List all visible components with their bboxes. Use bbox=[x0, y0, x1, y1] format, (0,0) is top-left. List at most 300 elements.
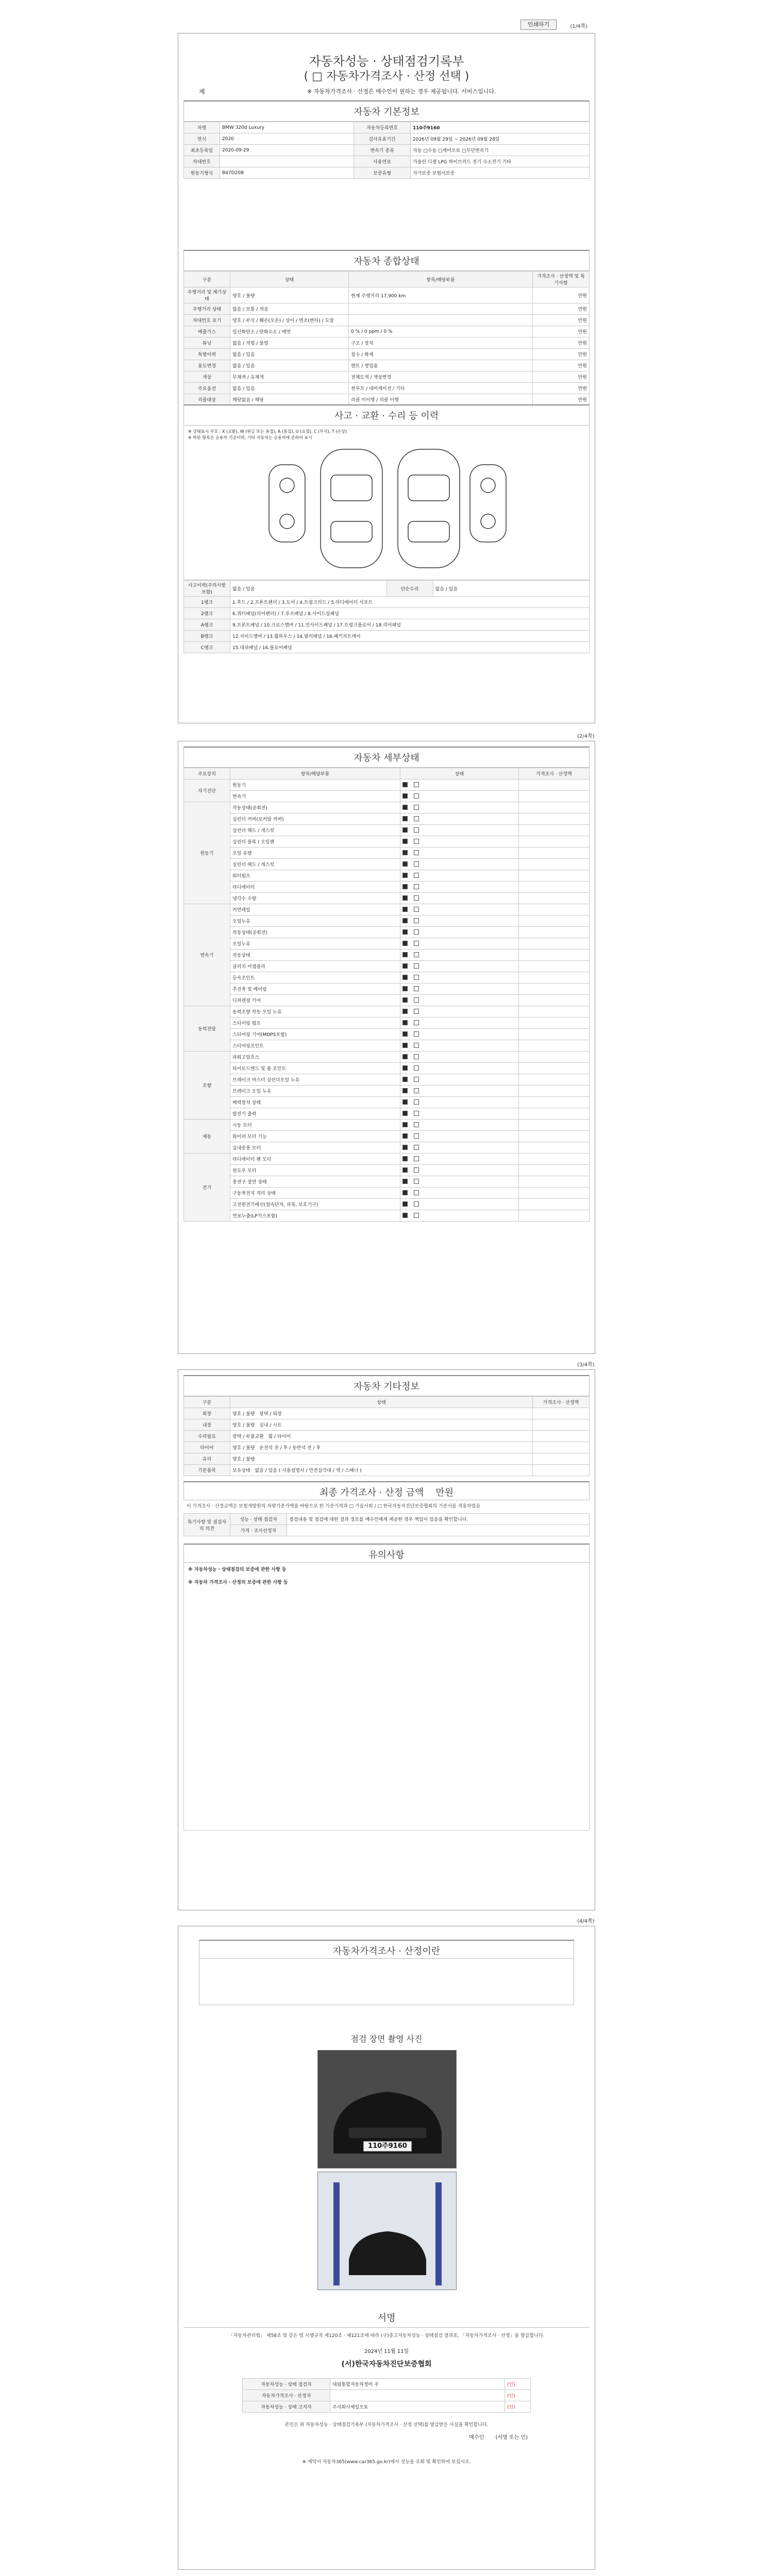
item-label: 실린더 헤드 / 개스킷 bbox=[230, 859, 400, 870]
checkbox-icon bbox=[414, 1099, 419, 1105]
cell-label: 내장 bbox=[184, 1419, 230, 1431]
table-row bbox=[184, 1210, 590, 1222]
accident-subtitle bbox=[184, 423, 589, 425]
cell-value: 양호 / 불량 bbox=[230, 287, 349, 303]
cell-value: 렌트 / 영업용 bbox=[349, 360, 533, 371]
price-cell bbox=[519, 1097, 590, 1108]
status-cell bbox=[400, 961, 519, 972]
print-button[interactable]: 인쇄하기 bbox=[520, 20, 557, 30]
cell-value: 만원 bbox=[533, 394, 590, 405]
price-cell bbox=[519, 1040, 590, 1052]
cell-value: 운전석 전 / 후 / 동반석 전 / 후 bbox=[259, 1446, 321, 1451]
column-header: 구분 bbox=[184, 272, 230, 287]
table-row bbox=[184, 1142, 590, 1154]
price-cell bbox=[519, 814, 590, 825]
checkbox-icon bbox=[414, 1054, 419, 1059]
item-label: 타이로드엔드 및 볼 조인트 bbox=[230, 1063, 400, 1074]
table-row bbox=[184, 167, 590, 179]
checkbox-icon bbox=[414, 1179, 419, 1184]
checkbox-icon bbox=[402, 884, 408, 889]
checkbox-icon bbox=[414, 997, 419, 1003]
doc-number: 제 bbox=[199, 88, 205, 95]
summary-table bbox=[183, 271, 590, 405]
checkbox-icon bbox=[414, 1156, 419, 1161]
cell-label: 자동차성능 · 상태 고지자 bbox=[243, 2401, 330, 2413]
cell-value: 없음 / 있음 bbox=[230, 360, 349, 371]
accident-title: 사고 · 교환 · 수리 등 이력 bbox=[334, 411, 439, 421]
final-note: 이 가격조사 · 산정금액은 보험개발원의 차량기준가액을 바탕으로 한 기준가격과 □ 기술사회 / □ 한국자동차진단보증협회의 기준서를 적용하였음 bbox=[187, 1504, 481, 1509]
summary-section bbox=[183, 250, 590, 405]
table-row bbox=[184, 1086, 590, 1097]
status-cell bbox=[400, 1074, 519, 1086]
checkbox-icon bbox=[414, 805, 419, 810]
price-cell bbox=[519, 1154, 590, 1165]
cell-value: 2026년 09월 29일 ~ 2026년 09월 28일 bbox=[411, 133, 590, 145]
price-cell bbox=[519, 1018, 590, 1029]
notes-title: 유의사항 bbox=[368, 1550, 405, 1561]
legend-text: ※ 상태표시 부호 : X (교환), W (판금 또는 용접), A (흠집), U (요철), C (부식), T (손상) bbox=[188, 429, 347, 434]
table-row bbox=[184, 825, 590, 836]
column-header: 구분 bbox=[184, 1397, 230, 1408]
final-title bbox=[184, 1482, 589, 1500]
status-cell bbox=[400, 1029, 519, 1040]
table-row bbox=[184, 1029, 590, 1040]
accident-section bbox=[183, 404, 590, 653]
basic-info-title: 자동차 기본정보 bbox=[354, 107, 419, 117]
price-cell bbox=[519, 825, 590, 836]
column-header: 상태 bbox=[400, 768, 519, 779]
cell-value: 없음 / 있음 bbox=[230, 581, 387, 597]
table-row bbox=[184, 984, 590, 995]
other-title: 자동차 기타정보 bbox=[354, 1381, 419, 1392]
table-row bbox=[184, 1176, 590, 1188]
table-row bbox=[184, 371, 590, 383]
cell-label: 가격 · 조사산정자 bbox=[230, 1525, 287, 1536]
checkbox-icon bbox=[402, 782, 408, 787]
cell-label: 자동차가격조사 · 산정자 bbox=[243, 2390, 330, 2401]
detail-title: 자동차 세부상태 bbox=[354, 753, 419, 764]
price-cell bbox=[519, 927, 590, 938]
seal-mark: (인) bbox=[505, 2401, 531, 2413]
accident-table bbox=[183, 580, 590, 653]
status-cell bbox=[400, 1097, 519, 1108]
price-cell bbox=[519, 916, 590, 927]
item-label: 작동상태 bbox=[230, 950, 400, 961]
rear-photo bbox=[317, 2172, 457, 2290]
item-label: 라디에이터 bbox=[230, 882, 400, 893]
checkbox-icon bbox=[402, 1054, 408, 1059]
status-cell bbox=[400, 995, 519, 1006]
checkbox-icon bbox=[402, 975, 408, 980]
column-header: 항목/해당부품 bbox=[349, 272, 533, 287]
cell-value: 만원 bbox=[533, 383, 590, 394]
checkbox-icon bbox=[402, 1133, 408, 1139]
checkbox-icon bbox=[402, 918, 408, 923]
checkbox-icon bbox=[402, 1167, 408, 1173]
basic-info-header bbox=[183, 100, 590, 122]
checkbox-icon bbox=[414, 1190, 419, 1195]
price-cell bbox=[519, 836, 590, 848]
checkbox-icon bbox=[402, 1145, 408, 1150]
cell-label: 자동차등록번호 bbox=[354, 122, 411, 133]
cell-value: 무채색 / 유채색 bbox=[230, 371, 349, 383]
cell-label: 리콜대상 bbox=[184, 394, 230, 405]
status-cell bbox=[400, 1142, 519, 1154]
checkbox-icon bbox=[414, 986, 419, 991]
status-cell bbox=[400, 1199, 519, 1210]
cell-label: 유리 bbox=[184, 1453, 230, 1465]
table-row bbox=[184, 145, 590, 156]
detail-header bbox=[183, 747, 590, 768]
checkbox-icon bbox=[402, 1156, 408, 1161]
cell-value: 양호 / 불량 bbox=[232, 1457, 255, 1462]
cell-value: 주식회사제일오토 bbox=[330, 2401, 505, 2413]
cell-label: 차대번호 표기 bbox=[184, 315, 230, 326]
table-row bbox=[184, 326, 590, 337]
column-header: 상태 bbox=[230, 1397, 533, 1408]
item-label: 스티어링조인트 bbox=[230, 1040, 400, 1052]
checkbox-icon bbox=[402, 873, 408, 878]
status-cell bbox=[400, 814, 519, 825]
item-label: 충전구 절연 상태 bbox=[230, 1176, 400, 1188]
cell-value: 대림통합자동차정비 주 bbox=[330, 2379, 505, 2390]
cell-value: 없음 / 있음 bbox=[433, 581, 590, 597]
price-cell bbox=[519, 995, 590, 1006]
cell-value: 없음 / 있음 bbox=[230, 383, 349, 394]
status-cell bbox=[400, 1086, 519, 1097]
status-cell bbox=[400, 972, 519, 984]
cell-value bbox=[220, 156, 354, 167]
table-row bbox=[184, 1525, 590, 1536]
item-label: 브레이크 오일 누유 bbox=[230, 1086, 400, 1097]
notes-header bbox=[183, 1544, 590, 1563]
status-cell bbox=[400, 938, 519, 950]
table-row bbox=[184, 779, 590, 791]
item-label: 등속조인트 bbox=[230, 972, 400, 984]
other-subtitle bbox=[184, 1394, 589, 1396]
cell-label: 검사유효기간 bbox=[354, 133, 411, 145]
checkbox-icon bbox=[402, 1179, 408, 1184]
cell-value: 만원 bbox=[533, 326, 590, 337]
checkbox-icon bbox=[414, 839, 419, 844]
status-cell bbox=[400, 1108, 519, 1120]
cell-value: 침수 / 화재 bbox=[349, 349, 533, 360]
cell-value: 양호 / 불량 bbox=[232, 1412, 255, 1417]
checkbox-icon bbox=[402, 1088, 408, 1093]
checkbox-icon bbox=[414, 975, 419, 980]
summary-subtitle bbox=[184, 268, 589, 270]
table-row bbox=[184, 1165, 590, 1176]
item-label: 실린더 커버(로커암 커버) bbox=[230, 814, 400, 825]
checkbox-icon bbox=[402, 793, 408, 799]
status-cell bbox=[400, 1131, 519, 1142]
pricing-title: 자동차가격조사 · 산정이란 bbox=[332, 1946, 441, 1957]
checkbox-icon bbox=[414, 1111, 419, 1116]
checkbox-icon bbox=[402, 1020, 408, 1025]
cell-value: 전체도색 / 색상변경 bbox=[349, 371, 533, 383]
cell-value: 2020 bbox=[220, 133, 354, 145]
status-cell bbox=[400, 1154, 519, 1165]
sign-company: (서)한국자동차진단보증협회 bbox=[341, 2360, 432, 2368]
cell-value: 15.대쉬패널 / 16.플로어패널 bbox=[230, 642, 590, 653]
cell-label: 주요옵션 bbox=[184, 383, 230, 394]
item-label: 실내송풍 모터 bbox=[230, 1142, 400, 1154]
cell-value: 양호 / 불량 bbox=[232, 1423, 255, 1428]
other-table bbox=[183, 1396, 590, 1476]
cell-value: 자동 □수동 □세미오토 □무단변속기 bbox=[411, 145, 590, 156]
cell-label: B랭크 bbox=[184, 631, 230, 642]
table-row bbox=[184, 287, 590, 303]
legend-text-2: ※ 하단 항목은 승용차 기준이며, 기타 자동차는 승용차에 준하여 표시 bbox=[188, 435, 312, 440]
cell-label: 사용연료 bbox=[354, 156, 411, 167]
page-4 bbox=[178, 1926, 595, 2570]
cell-label: A랭크 bbox=[184, 619, 230, 631]
table-row bbox=[184, 581, 590, 597]
status-cell bbox=[400, 1018, 519, 1029]
page-number: (1/4쪽) bbox=[570, 24, 587, 29]
table-row bbox=[184, 893, 590, 904]
cell-label: 1랭크 bbox=[184, 597, 230, 608]
cell-label: 차대번호 bbox=[184, 156, 220, 167]
table-row bbox=[184, 972, 590, 984]
status-cell bbox=[400, 848, 519, 859]
item-label: 와이퍼 모터 기능 bbox=[230, 1131, 400, 1142]
checkbox-icon bbox=[414, 1213, 419, 1218]
price-cell bbox=[519, 1142, 590, 1154]
price-cell bbox=[519, 1165, 590, 1176]
sign-receiver: 매수인 (서명 또는 인) bbox=[469, 2435, 528, 2441]
item-label: 오일누유 bbox=[230, 916, 400, 927]
checkbox-icon bbox=[402, 963, 408, 969]
cell-value: 12.사이드멤버 / 13.휠하우스 / 14.필러패널 / 16.패키지트레이 bbox=[230, 631, 590, 642]
checkbox-icon bbox=[414, 1133, 419, 1139]
cell-value: 구조 / 장치 bbox=[349, 337, 533, 349]
table-row bbox=[184, 394, 590, 405]
seal-mark: (인) bbox=[505, 2379, 531, 2390]
cell-label: 특별이력 bbox=[184, 349, 230, 360]
basic-info-subtitle bbox=[184, 119, 589, 121]
table-row bbox=[184, 1006, 590, 1018]
status-cell bbox=[400, 1040, 519, 1052]
table-row bbox=[184, 642, 590, 653]
group-label: 자기진단 bbox=[184, 779, 230, 802]
table-header-row bbox=[184, 272, 590, 287]
detail-subtitle bbox=[184, 765, 589, 767]
table-row bbox=[184, 1442, 590, 1453]
table-row bbox=[184, 608, 590, 619]
status-cell bbox=[400, 1210, 519, 1222]
item-label: 실린더 헤드 / 개스킷 bbox=[230, 825, 400, 836]
checkbox-icon bbox=[402, 1213, 408, 1218]
price-cell bbox=[519, 1086, 590, 1097]
status-cell bbox=[400, 984, 519, 995]
sign-footer: ※ 계약서 자동차365(www.car365.go.kr)에서 성능을 조회 및 확인하여 보십시오. bbox=[302, 2460, 471, 2465]
table-row bbox=[184, 1514, 590, 1525]
cell-value: BMW 320d Luxury bbox=[220, 122, 354, 133]
item-label: 구동축전지 격리 상태 bbox=[230, 1188, 400, 1199]
status-cell bbox=[400, 1063, 519, 1074]
checkbox-icon bbox=[414, 850, 419, 855]
price-cell bbox=[519, 779, 590, 791]
price-cell bbox=[519, 848, 590, 859]
table-row bbox=[184, 383, 590, 394]
cell-label: 특기사항 및 점검자의 의견 bbox=[184, 1514, 230, 1536]
cell-label: 튜닝 bbox=[184, 337, 230, 349]
cell-value: 휠 / 타이어 bbox=[268, 1434, 291, 1439]
item-label: 작동상태(공회전) bbox=[230, 802, 400, 814]
table-row bbox=[184, 882, 590, 893]
other-section bbox=[183, 1375, 590, 1831]
price-cell bbox=[519, 1063, 590, 1074]
table-row bbox=[184, 303, 590, 315]
price-cell bbox=[519, 950, 590, 961]
table-row bbox=[184, 1199, 590, 1210]
item-label: 오일 유량 bbox=[230, 848, 400, 859]
checkbox-icon bbox=[402, 1099, 408, 1105]
table-header-row bbox=[184, 1397, 590, 1408]
cell-label: 단순수리 bbox=[386, 581, 433, 597]
column-header: 가격조사 · 산정액 bbox=[519, 768, 590, 779]
final-table bbox=[183, 1513, 590, 1536]
price-cell bbox=[519, 1074, 590, 1086]
sign-section bbox=[183, 2308, 590, 2466]
car-rear-icon bbox=[318, 2172, 457, 2290]
checkbox-icon bbox=[402, 986, 408, 991]
checkbox-icon bbox=[402, 941, 408, 946]
checkbox-icon bbox=[414, 884, 419, 889]
cell-label: 자동차성능 · 상태 점검자 bbox=[243, 2379, 330, 2390]
checkbox-icon bbox=[414, 1122, 419, 1127]
item-label: 오일누유 bbox=[230, 938, 400, 950]
cell-value: 9.프론트패널 / 10.크로스멤버 / 11.인사이드패널 / 17.트렁크플로어 / 18.리어패널 bbox=[230, 619, 590, 631]
item-label: 스티어링 펌프 bbox=[230, 1018, 400, 1029]
price-cell bbox=[519, 893, 590, 904]
table-row bbox=[184, 995, 590, 1006]
checkbox-icon bbox=[414, 827, 419, 833]
table-row bbox=[184, 1052, 590, 1063]
table-row bbox=[184, 1074, 590, 1086]
table-row bbox=[184, 916, 590, 927]
price-cell bbox=[519, 791, 590, 802]
checkbox-icon bbox=[414, 963, 419, 969]
checkbox-icon bbox=[414, 873, 419, 878]
checkbox-icon bbox=[414, 1145, 419, 1150]
group-label: 변속기 bbox=[184, 904, 230, 1006]
cell-value: 해당없음 / 해당 bbox=[230, 394, 349, 405]
table-row bbox=[184, 631, 590, 642]
table-row bbox=[184, 1131, 590, 1142]
price-cell bbox=[519, 961, 590, 972]
pricing-header bbox=[199, 1940, 574, 1959]
price-cell bbox=[519, 1006, 590, 1018]
pricing-section bbox=[199, 1940, 574, 2005]
status-cell bbox=[400, 802, 519, 814]
doc-title: 자동차성능 · 상태점검기록부 bbox=[309, 54, 464, 69]
table-row bbox=[184, 1154, 590, 1165]
cell-value: 실내 / 시트 bbox=[259, 1423, 282, 1428]
table-row bbox=[184, 1120, 590, 1131]
plate-number: 110주9160 bbox=[368, 2142, 407, 2150]
table-row bbox=[184, 859, 590, 870]
summary-header bbox=[183, 250, 590, 271]
price-cell bbox=[519, 938, 590, 950]
table-row bbox=[184, 1419, 590, 1431]
cell-value: B47D20B bbox=[220, 167, 354, 179]
status-cell bbox=[400, 904, 519, 916]
table-row bbox=[184, 1097, 590, 1108]
table-row bbox=[184, 597, 590, 608]
status-cell bbox=[400, 1165, 519, 1176]
checkbox-icon bbox=[414, 1088, 419, 1093]
cell-value: 2020-09-29 bbox=[220, 145, 354, 156]
table-row bbox=[184, 337, 590, 349]
table-row bbox=[184, 1431, 590, 1442]
status-cell bbox=[400, 825, 519, 836]
cell-value: 광택 / 부품교환 bbox=[232, 1434, 264, 1439]
seal-mark: (인) bbox=[505, 2390, 531, 2401]
table-row bbox=[243, 2379, 531, 2390]
checkbox-icon bbox=[402, 895, 408, 901]
cell-value: 자가보증 보험사보증 bbox=[411, 167, 590, 179]
table-row bbox=[184, 619, 590, 631]
item-label: 워터펌프 bbox=[230, 870, 400, 882]
cell-value: 만원 bbox=[533, 349, 590, 360]
table-row bbox=[243, 2401, 531, 2413]
car-diagram-box bbox=[183, 426, 590, 580]
pricing-box bbox=[199, 1959, 574, 2005]
status-cell bbox=[400, 1188, 519, 1199]
checkbox-icon bbox=[414, 1043, 419, 1048]
table-row bbox=[184, 1108, 590, 1120]
status-cell bbox=[400, 1052, 519, 1063]
checkbox-icon bbox=[414, 941, 419, 946]
cell-label: 원동기형식 bbox=[184, 167, 220, 179]
price-cell bbox=[519, 859, 590, 870]
checkbox-icon bbox=[414, 1167, 419, 1173]
item-label: 시동 모터 bbox=[230, 1120, 400, 1131]
cell-label: 최초등록일 bbox=[184, 145, 220, 156]
basic-info-section bbox=[183, 100, 590, 179]
cell-value bbox=[287, 1525, 590, 1536]
table-row bbox=[184, 1063, 590, 1074]
checkbox-icon bbox=[414, 907, 419, 912]
table-row bbox=[184, 961, 590, 972]
table-row bbox=[184, 927, 590, 938]
cell-label: 연식 bbox=[184, 133, 220, 145]
cell-label: 보증유형 bbox=[354, 167, 411, 179]
checkbox-icon bbox=[414, 1020, 419, 1025]
cell-value: 만원 bbox=[533, 337, 590, 349]
table-row bbox=[184, 950, 590, 961]
page-number-3: (3/4쪽) bbox=[577, 1362, 595, 1368]
cell-value: 많음 / 보통 / 적음 bbox=[230, 303, 349, 315]
cell-label: 외장 bbox=[184, 1408, 230, 1419]
group-label: 제동 bbox=[184, 1120, 230, 1154]
cell-value: 만원 bbox=[533, 371, 590, 383]
table-row bbox=[184, 360, 590, 371]
notes-box bbox=[183, 1563, 590, 1831]
item-label: 브레이크 마스터 실린더오일 누유 bbox=[230, 1074, 400, 1086]
basic-info-table bbox=[183, 122, 590, 179]
item-label: 커먼레일 bbox=[230, 904, 400, 916]
checkbox-icon bbox=[402, 1201, 408, 1207]
checkbox-icon bbox=[414, 793, 419, 799]
cell-label: 용도변경 bbox=[184, 360, 230, 371]
cell-label: 배출가스 bbox=[184, 326, 230, 337]
table-row bbox=[184, 870, 590, 882]
table-row bbox=[184, 848, 590, 859]
cell-value: 양호 / 불량 bbox=[232, 1446, 255, 1451]
